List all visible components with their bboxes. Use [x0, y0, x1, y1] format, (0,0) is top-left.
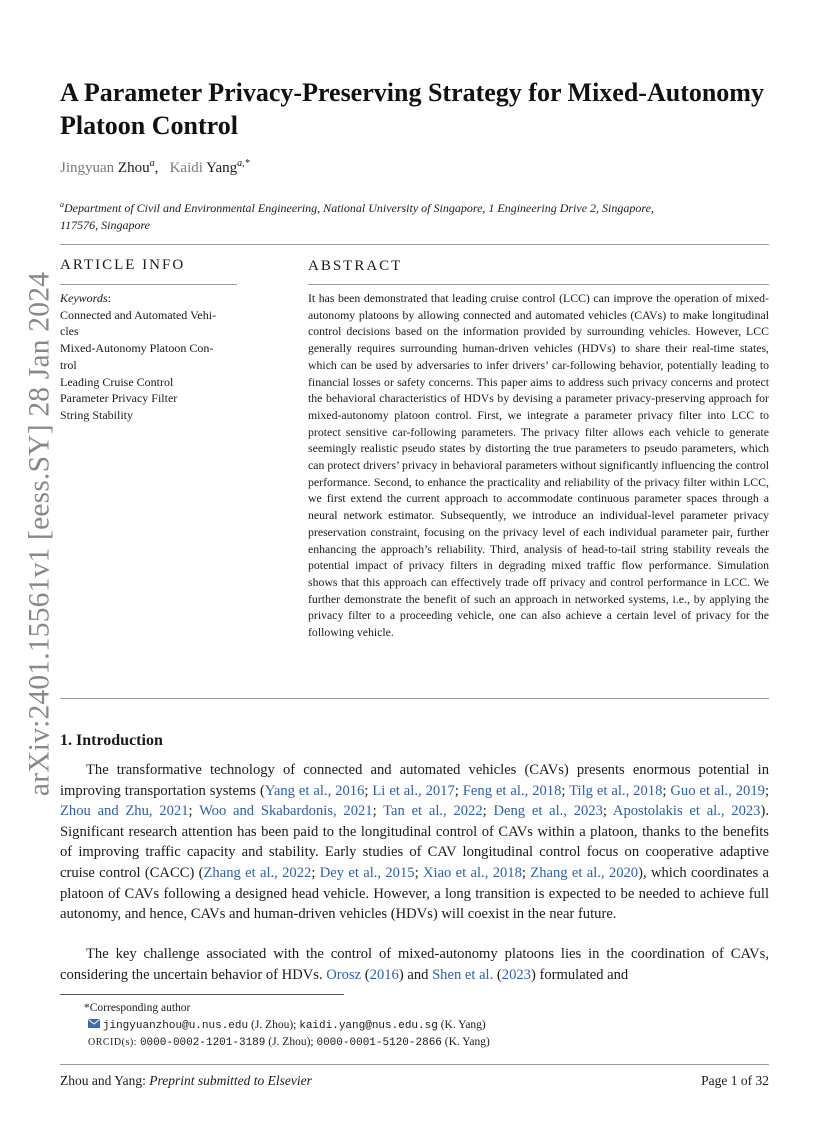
abstract-text: It has been demonstrated that leading cruise control (LCC) can improve the operation of mixed-autonomy platoons by allowing connected and automated vehicles (CAVs) to make longitudinal control decisions based on the information provided by surrounding vehicles. However, LCC generally requires surrounding human-driven vehicles (HDVs) to share their real-time states, which can be used by adversaries to infer drivers’ car-following behavior, potentially leading to financial losses or safety concerns. This paper aims to address such privacy concerns and protect the behavioral characteristics of HDVs by devising a parameter privacy-preserving approach for mixed-autonomy platoon control. First, we integrate a parameter privacy filter into LCC to protect sensitive car-following parameters. The privacy filter allows each vehicle to generate seemingly realistic pseudo states by distorting the true parameters to pseudo parameters, which can protect drivers’ privacy in behavioral parameters without significantly influencing the control performance. Second, to enhance the practicality and reliability of the privacy filter within LCC, we first extend the current approach to accommodate continuous parameter spaces through a neural network estimator. Subsequently, we introduce an individual-level parameter privacy preservation constraint, focusing on the privacy level of each individual parameter pair, further enhancing the approach’s reliability. Third, analysis of head-to-tail string stability reveals the potential impact of privacy filters in degrading mixed traffic flow performance. Simulation shows that this approach can effectively trade off privacy and control performance in LCC. We further demonstrate the benefit of such an approach in networked systems, i.e., by applying the privacy filter to a proceeding vehicle, one can also achieve a certain level of privacy for the following vehicle. [308, 291, 769, 640]
footer-rule [60, 1064, 769, 1065]
keyword-line: cles [60, 324, 79, 339]
keyword-line: String Stability [60, 407, 134, 422]
footnote-rule [60, 994, 344, 995]
citation-link[interactable]: Yang et al., 2016 [264, 782, 365, 799]
citation-link[interactable]: Shen et al. [432, 966, 494, 983]
citation-link[interactable]: Tilg et al., 2018 [569, 782, 663, 799]
paragraph-text: ; [764, 782, 769, 799]
email-zhou[interactable]: jingyuanzhou@u.nus.edu [102, 1019, 249, 1032]
intro-paragraph-2 [60, 944, 769, 985]
paragraph-text: ) formulated and [530, 966, 629, 983]
orcid-yang[interactable]: 0000-0001-5120-2866 [316, 1037, 442, 1049]
affiliation-text: Department of Civil and Environmental Engineering, National University of Singapore, 1 Engineering Drive 2, Singapore, 117576, Singapore [60, 201, 654, 232]
paragraph-text: ), which coordinates a platoon of CAVs following a designed head vehicle. However, a long transition is expected to be needed to achieve full autonomy, and hence, CAVs and human-driven vehicles (HDVs) will coexist in the near future. [60, 864, 770, 923]
email-yang[interactable]: kaidi.yang@nus.edu.sg [299, 1019, 438, 1032]
citation-link[interactable]: Feng et al., 2018 [462, 782, 562, 799]
orcid-zhou-owner: (J. Zhou); [265, 1036, 317, 1048]
paragraph-text: The key challenge associated with the control of mixed-autonomy platoons lies in the coordination of CAVs, considering the uncertain behavior of HDVs. [60, 946, 769, 983]
top-rule [60, 244, 769, 245]
citation-link[interactable]: Dey et al., 2015 [319, 864, 415, 881]
author-2-family: Yang [206, 160, 238, 176]
author-2-marks: a,* [237, 158, 250, 169]
paper-title: A Parameter Privacy-Preserving Strategy for Mixed-Autonomy Platoon Control [60, 78, 764, 140]
paragraph-text: ; [311, 864, 320, 881]
paragraph-text: ; [561, 782, 570, 799]
paragraph-text: ; [602, 803, 613, 820]
article-info-heading: ARTICLE INFO [60, 257, 186, 273]
paragraph-text: ; [482, 803, 494, 820]
footer-journal: Preprint submitted to Elsevier [149, 1073, 312, 1088]
keyword-line: Connected and Automated Vehi- [60, 307, 217, 322]
citation-link[interactable]: Apostolakis et al., 2023 [612, 803, 761, 820]
citation-link[interactable]: Tan et al., 2022 [383, 803, 483, 820]
paragraph-text: ; [188, 803, 200, 820]
intro-paragraph-1 [60, 760, 769, 925]
orcid-label: ORCID(s): [88, 1037, 140, 1048]
page-number: Page 1 of 32 [701, 1073, 769, 1088]
citation-link[interactable]: Xiao et al., 2018 [422, 864, 522, 881]
citation-link[interactable]: Orosz [326, 966, 362, 983]
affiliation [60, 196, 680, 234]
footer-left [60, 1073, 312, 1089]
abstract-bottom-rule [60, 698, 769, 699]
paragraph-text: ; [364, 782, 373, 799]
author-list: Jingyuan Zhou$^a$, Kaidi Yang$^{a,*}$ [60, 158, 250, 176]
paragraph-text: ; [662, 782, 671, 799]
author-1-given: Jingyuan [60, 160, 115, 176]
author-1-family: Zhou [117, 160, 150, 176]
citation-link[interactable]: Woo and Skabardonis, 2021 [199, 803, 373, 820]
orcid-zhou[interactable]: 0000-0002-1201-3189 [139, 1037, 266, 1049]
orcid-yang-owner: (K. Yang) [441, 1036, 490, 1048]
paragraph-text: The transformative technology of connected and automated vehicles (CAVs) presents enormous potential in improving transportation systems ( [60, 762, 769, 799]
footer-authors: Zhou and Yang: [60, 1073, 150, 1088]
citation-link[interactable]: Li et al., 2017 [372, 782, 455, 799]
paragraph-text: ; [414, 864, 423, 881]
keyword-line: Mixed-Autonomy Platoon Con- [60, 341, 214, 356]
envelope-icon [88, 1019, 100, 1028]
section-heading-introduction: 1. Introduction [60, 732, 163, 749]
paragraph-text: ) and [398, 966, 433, 983]
citation-link[interactable]: Zhang et al., 2022 [203, 864, 312, 881]
citation-link[interactable]: Guo et al., 2019 [670, 782, 765, 799]
keyword-line: Leading Cruise Control [60, 374, 174, 389]
keywords-block: Keywords: Connected and Automated Vehi- cles Mixed-Autonomy Platoon Con- trol Leading Cruise Control Parameter Privacy Filter String Stability [60, 290, 240, 424]
email-zhou-owner: (J. Zhou); [248, 1018, 300, 1031]
keywords-label: Keywords [60, 291, 108, 305]
footnote-block [60, 1000, 660, 1052]
paragraph-text: ; [372, 803, 384, 820]
email-yang-owner: (K. Yang) [437, 1018, 486, 1031]
affiliation-mark: a [60, 200, 64, 209]
paragraph-text: ( [493, 966, 502, 983]
corresponding-author-note: *Corresponding author [84, 1002, 191, 1014]
author-2-given: Kaidi [169, 160, 203, 176]
arxiv-stamp-text: arXiv:2401.15561v1 [eess.SY] 28 Jan 2024 [23, 271, 56, 797]
paragraph-text: ; [521, 864, 531, 881]
citation-link[interactable]: Deng et al., 2023 [493, 803, 603, 820]
paragraph-text: ; [454, 782, 463, 799]
keyword-line: Parameter Privacy Filter [60, 391, 178, 406]
citation-link[interactable]: 2023 [501, 966, 531, 983]
author-1-marks: a [149, 158, 155, 169]
paragraph-text: ( [361, 966, 370, 983]
citation-link[interactable]: Zhou and Zhu, 2021 [60, 803, 189, 820]
keyword-line: trol [60, 357, 77, 372]
citation-link[interactable]: 2016 [369, 966, 399, 983]
paragraph-text: ). Significant research attention has been paid to the longitudinal control of CAVs within a platoon, thanks to the benefits of improving traffic capacity and stability. Early studies of CAV longitudinal control focus on cooperative adaptive cruise control (CACC) ( [60, 803, 769, 881]
citation-link[interactable]: Zhang et al., 2020 [530, 864, 639, 881]
abstract-rule [308, 284, 769, 285]
article-info-rule [60, 284, 237, 285]
abstract-heading: ABSTRACT [308, 258, 403, 274]
